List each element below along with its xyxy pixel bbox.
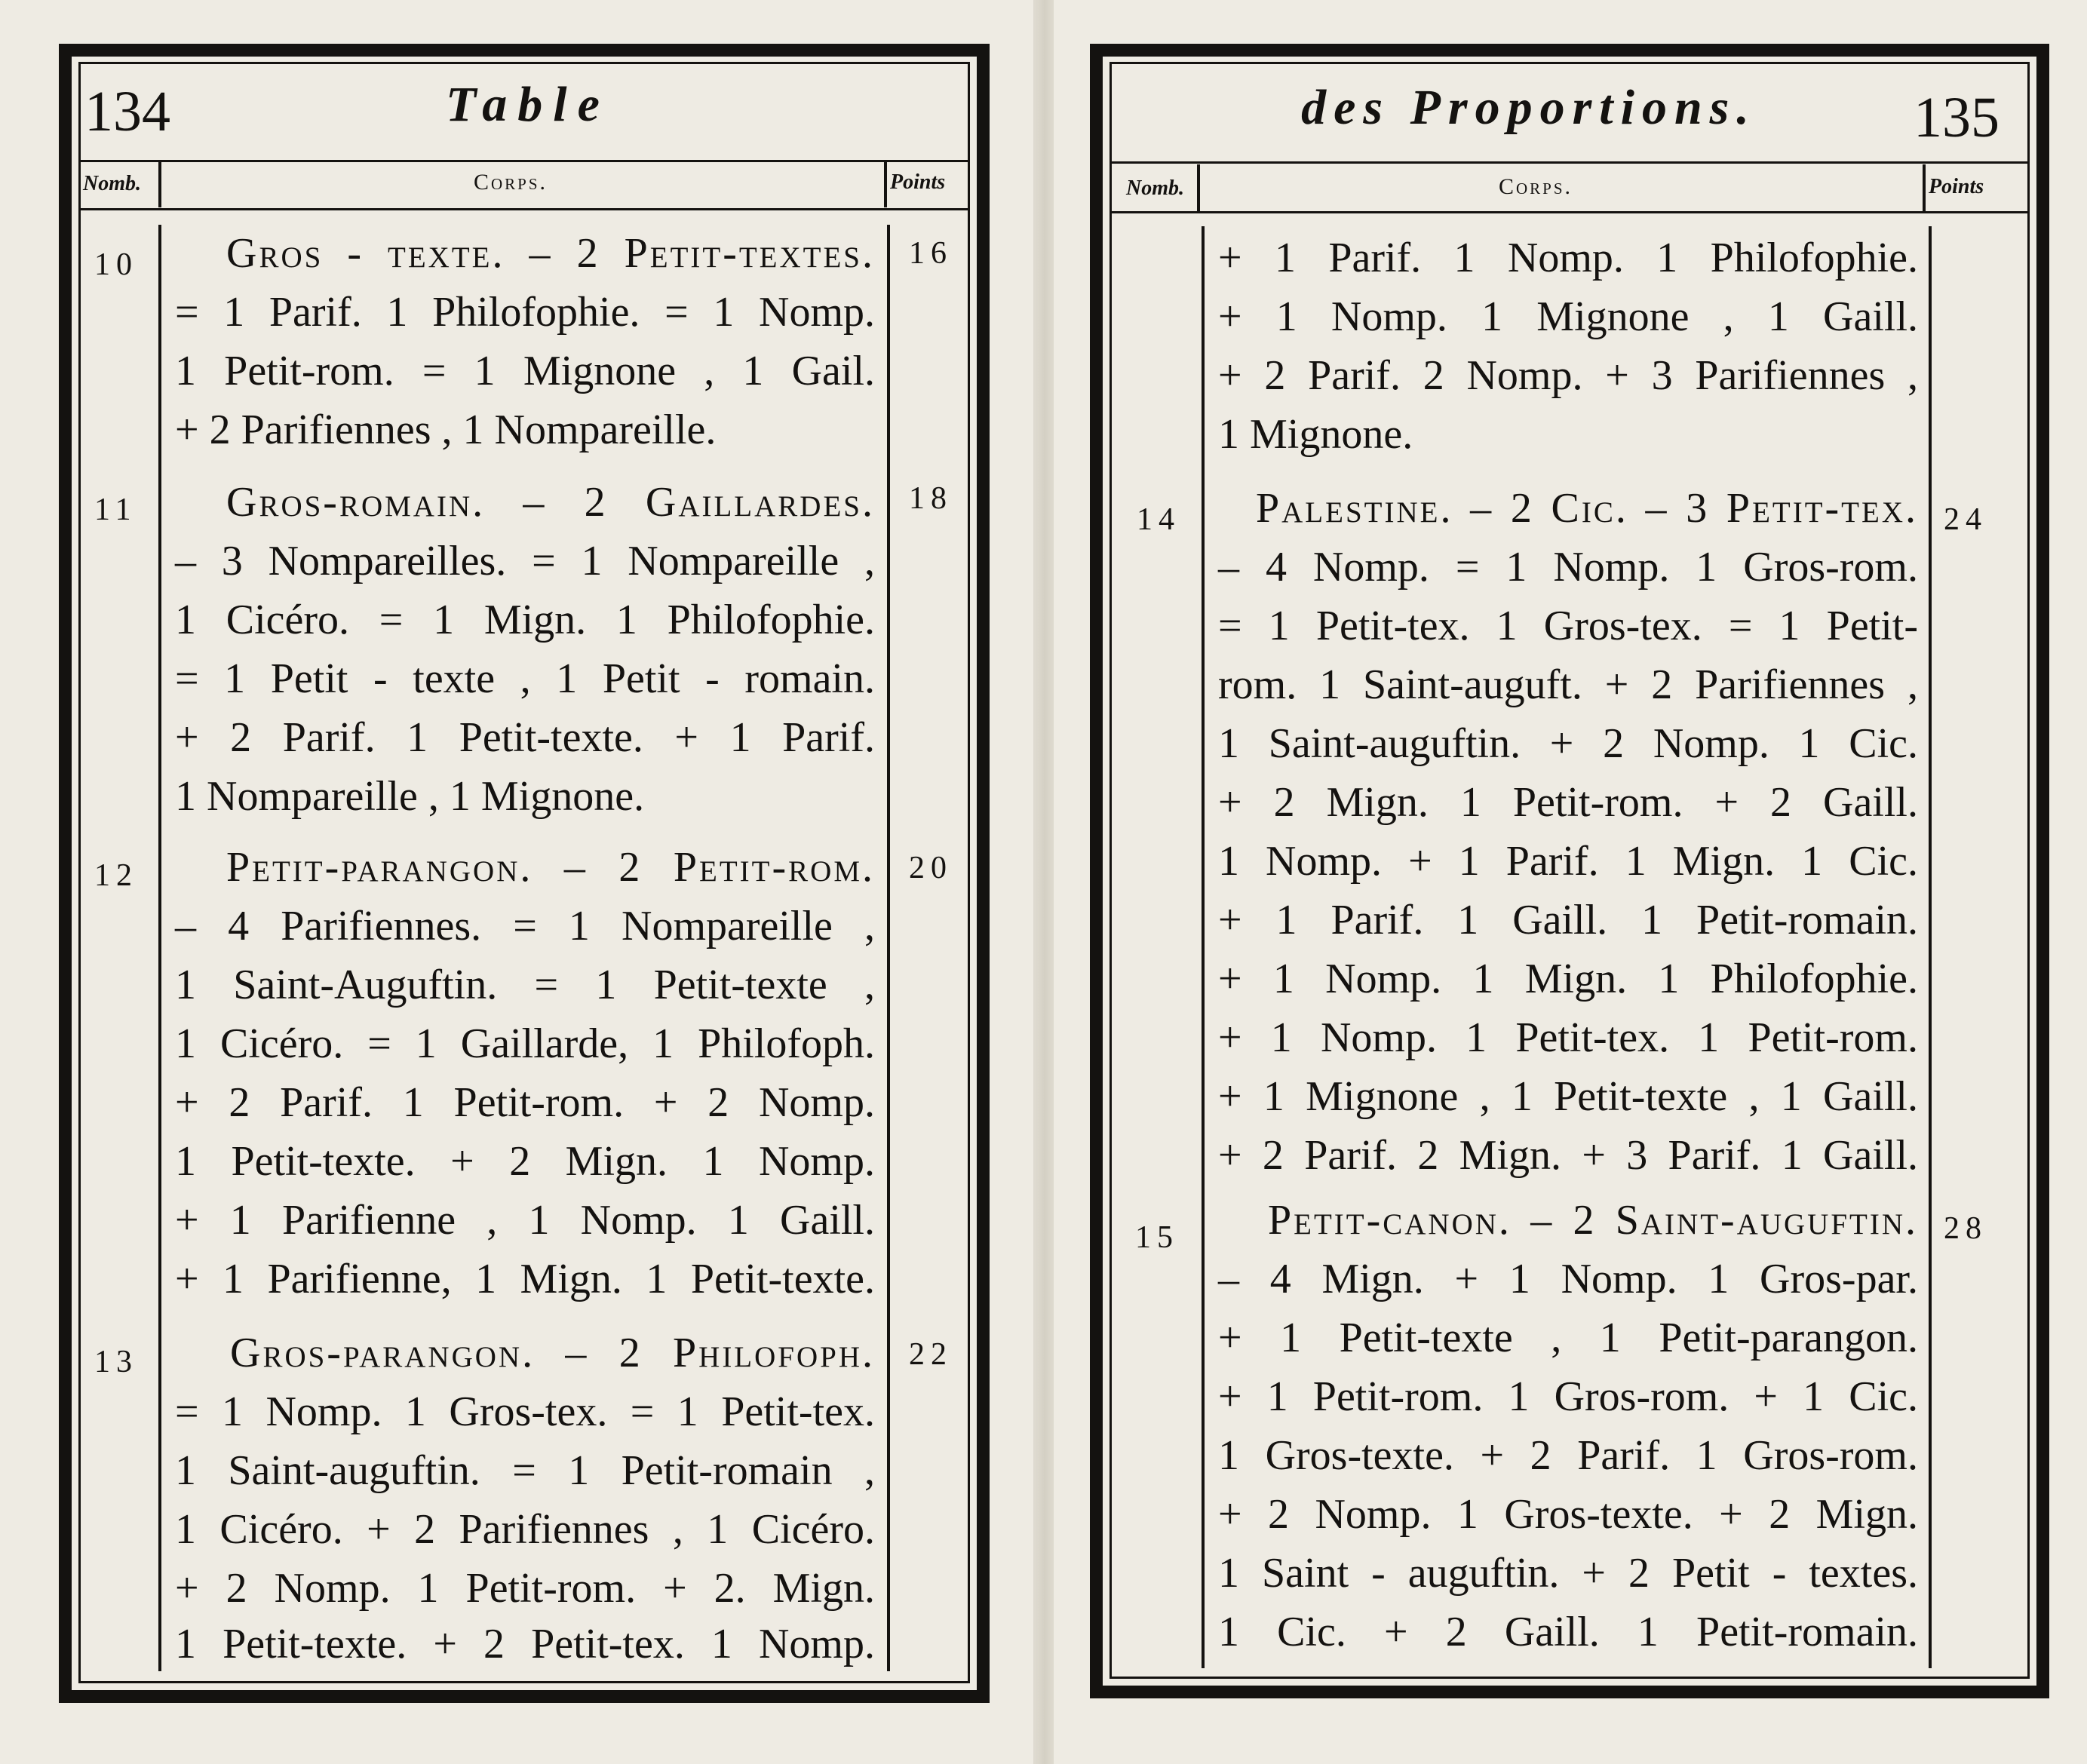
entry-line: 1 Saint-auguftin. + 2 Nomp. 1 Cic. [1218,720,1918,767]
entry-line-text: Gros - texte. – 2 Petit-textes. [226,230,875,277]
col-header-points: Points [1929,175,1984,198]
entry-number: 15 [1135,1220,1179,1255]
entry-line: + 2 Mign. 1 Petit-rom. + 2 Gaill. [1218,779,1918,826]
left-page [0,0,1033,1764]
entry-number: 11 [94,492,137,527]
entry-line: = 1 Nomp. 1 Gros-tex. = 1 Petit-tex. [175,1388,875,1435]
entry-points: 28 [1944,1211,1987,1246]
continuation-line: + 1 Parif. 1 Nomp. 1 Philofophie. [1218,235,1918,281]
entry-number: 10 [94,247,138,282]
col-header-corps: Corps. [1499,174,1573,199]
entry-line: + 2 Nomp. 1 Gros-texte. + 2 Mign. [1218,1491,1918,1538]
entry-line: + 1 Mignone , 1 Petit-texte , 1 Gaill. [1218,1073,1918,1120]
entry-line-text: Gros-parangon. – 2 Philofoph. [230,1330,875,1376]
entry-line: + 1 Parifienne, 1 Mign. 1 Petit-texte. [175,1256,875,1302]
entry-line: 1 Petit-texte. + 2 Mign. 1 Nomp. [175,1138,875,1185]
entry-line-text: Petit-parangon. – 2 Petit-rom. [226,844,875,891]
entry-line: + 2 Parif. 1 Petit-texte. + 1 Parif. [175,714,875,761]
entry-line: + 2 Parif. 2 Mign. + 3 Parif. 1 Gaill. [1218,1132,1918,1179]
entry-line: 1 Saint - auguftin. + 2 Petit - textes. [1218,1550,1918,1597]
entry-line-text: Petit-canon. – 2 Saint-auguftin. [1268,1197,1918,1244]
col-divider-nomb [1197,164,1200,211]
col-divider-points-body [1929,226,1932,1668]
entry-line: + 2 Parifiennes , 1 Nompareille. [175,406,717,453]
entry-line [1256,486,1918,531]
entry-points: 20 [909,851,953,885]
entry-line: 1 Petit-rom. = 1 Mignone , 1 Gail. [175,348,875,394]
header-rule-top [78,160,970,162]
entry-line [230,1330,875,1376]
entry-line: 1 Saint-auguftin. = 1 Petit-romain , [175,1447,875,1494]
entry-line: = 1 Petit-tex. 1 Gros-tex. = 1 Petit- [1218,603,1918,649]
entry-line: 1 Nompareille , 1 Mignone. [175,773,645,820]
entry-points: 18 [909,481,953,516]
col-header-nomb: Nomb. [83,172,141,195]
continuation-line: 1 Mignone. [1218,411,1413,458]
entry-line: = 1 Petit - texte , 1 Petit - romain. [175,655,875,702]
page-number: 134 [84,80,170,143]
continuation-line: + 2 Parif. 2 Nomp. + 3 Parifiennes , [1218,352,1918,399]
entry-line: 1 Saint-Auguftin. = 1 Petit-texte , [175,962,875,1008]
entry-line: 1 Cicéro. = 1 Gaillarde, 1 Philofoph. [175,1020,875,1067]
col-header-nomb: Nomb. [1126,176,1184,200]
entry-line: 1 Gros-texte. + 2 Parif. 1 Gros-rom. [1218,1432,1918,1479]
entry-line-text: Palestine. – 2 Cic. – 3 Petit-tex. [1256,485,1918,532]
page-title: Table [446,77,610,132]
entry-points: 16 [909,236,953,271]
page-title: des Proportions. [1301,80,1757,135]
entry-line: – 4 Parifiennes. = 1 Nompareille , [175,903,875,949]
continuation-line: + 1 Nomp. 1 Mignone , 1 Gaill. [1218,293,1918,340]
entry-line [1268,1198,1918,1243]
header-rule-bottom [1109,211,2030,213]
entry-line [226,845,875,890]
col-header-points: Points [890,170,946,194]
entry-line: – 4 Nomp. = 1 Nomp. 1 Gros-rom. [1218,544,1918,591]
header-rule-bottom [78,208,970,210]
entry-line: = 1 Parif. 1 Philofophie. = 1 Nomp. [175,289,875,336]
entry-points: 24 [1944,502,1987,537]
entry-line: + 1 Petit-texte , 1 Petit-parangon. [1218,1315,1918,1361]
entry-line [226,480,875,525]
entry-line: + 1 Parifienne , 1 Nomp. 1 Gaill. [175,1197,875,1244]
entry-line-text: Gros-romain. – 2 Gaillardes. [226,479,875,526]
entry-line: rom. 1 Saint-auguft. + 2 Parifiennes , [1218,661,1918,708]
header-rule-top [1109,161,2030,164]
entry-line: + 2 Parif. 1 Petit-rom. + 2 Nomp. [175,1079,875,1126]
col-divider-nomb-body [1202,226,1205,1668]
entry-line: 1 Cicéro. = 1 Mign. 1 Philofophie. [175,597,875,643]
entry-line: + 1 Petit-rom. 1 Gros-rom. + 1 Cic. [1218,1373,1918,1420]
entry-number: 13 [94,1345,138,1379]
entry-line: + 1 Nomp. 1 Petit-tex. 1 Petit-rom. [1218,1014,1918,1061]
entry-line: 1 Petit-texte. + 2 Petit-tex. 1 Nomp. [175,1621,875,1667]
entry-line: + 2 Nomp. 1 Petit-rom. + 2. Mign. [175,1565,875,1612]
col-divider-points [1923,164,1926,211]
entry-line: – 3 Nompareilles. = 1 Nompareille , [175,538,875,584]
entry-line: + 1 Parif. 1 Gaill. 1 Petit-romain. [1218,897,1918,943]
col-divider-points [884,162,887,207]
col-divider-nomb-body [158,225,161,1671]
entry-line: 1 Cic. + 2 Gaill. 1 Petit-romain. [1218,1609,1918,1655]
entry-points: 22 [909,1337,953,1372]
col-divider-nomb [158,162,161,207]
entry-line [226,231,875,276]
entry-line: – 4 Mign. + 1 Nomp. 1 Gros-par. [1218,1256,1918,1302]
entry-line: 1 Cicéro. + 2 Parifiennes , 1 Cicéro. [175,1506,875,1553]
entry-line: 1 Nomp. + 1 Parif. 1 Mign. 1 Cic. [1218,838,1918,885]
col-divider-points-body [887,225,890,1671]
right-page [1054,0,2087,1764]
page-number: 135 [1914,86,2000,149]
entry-number: 12 [94,858,138,893]
entry-number: 14 [1137,502,1180,537]
col-header-corps: Corps. [474,170,548,195]
entry-line: + 1 Nomp. 1 Mign. 1 Philofophie. [1218,956,1918,1002]
